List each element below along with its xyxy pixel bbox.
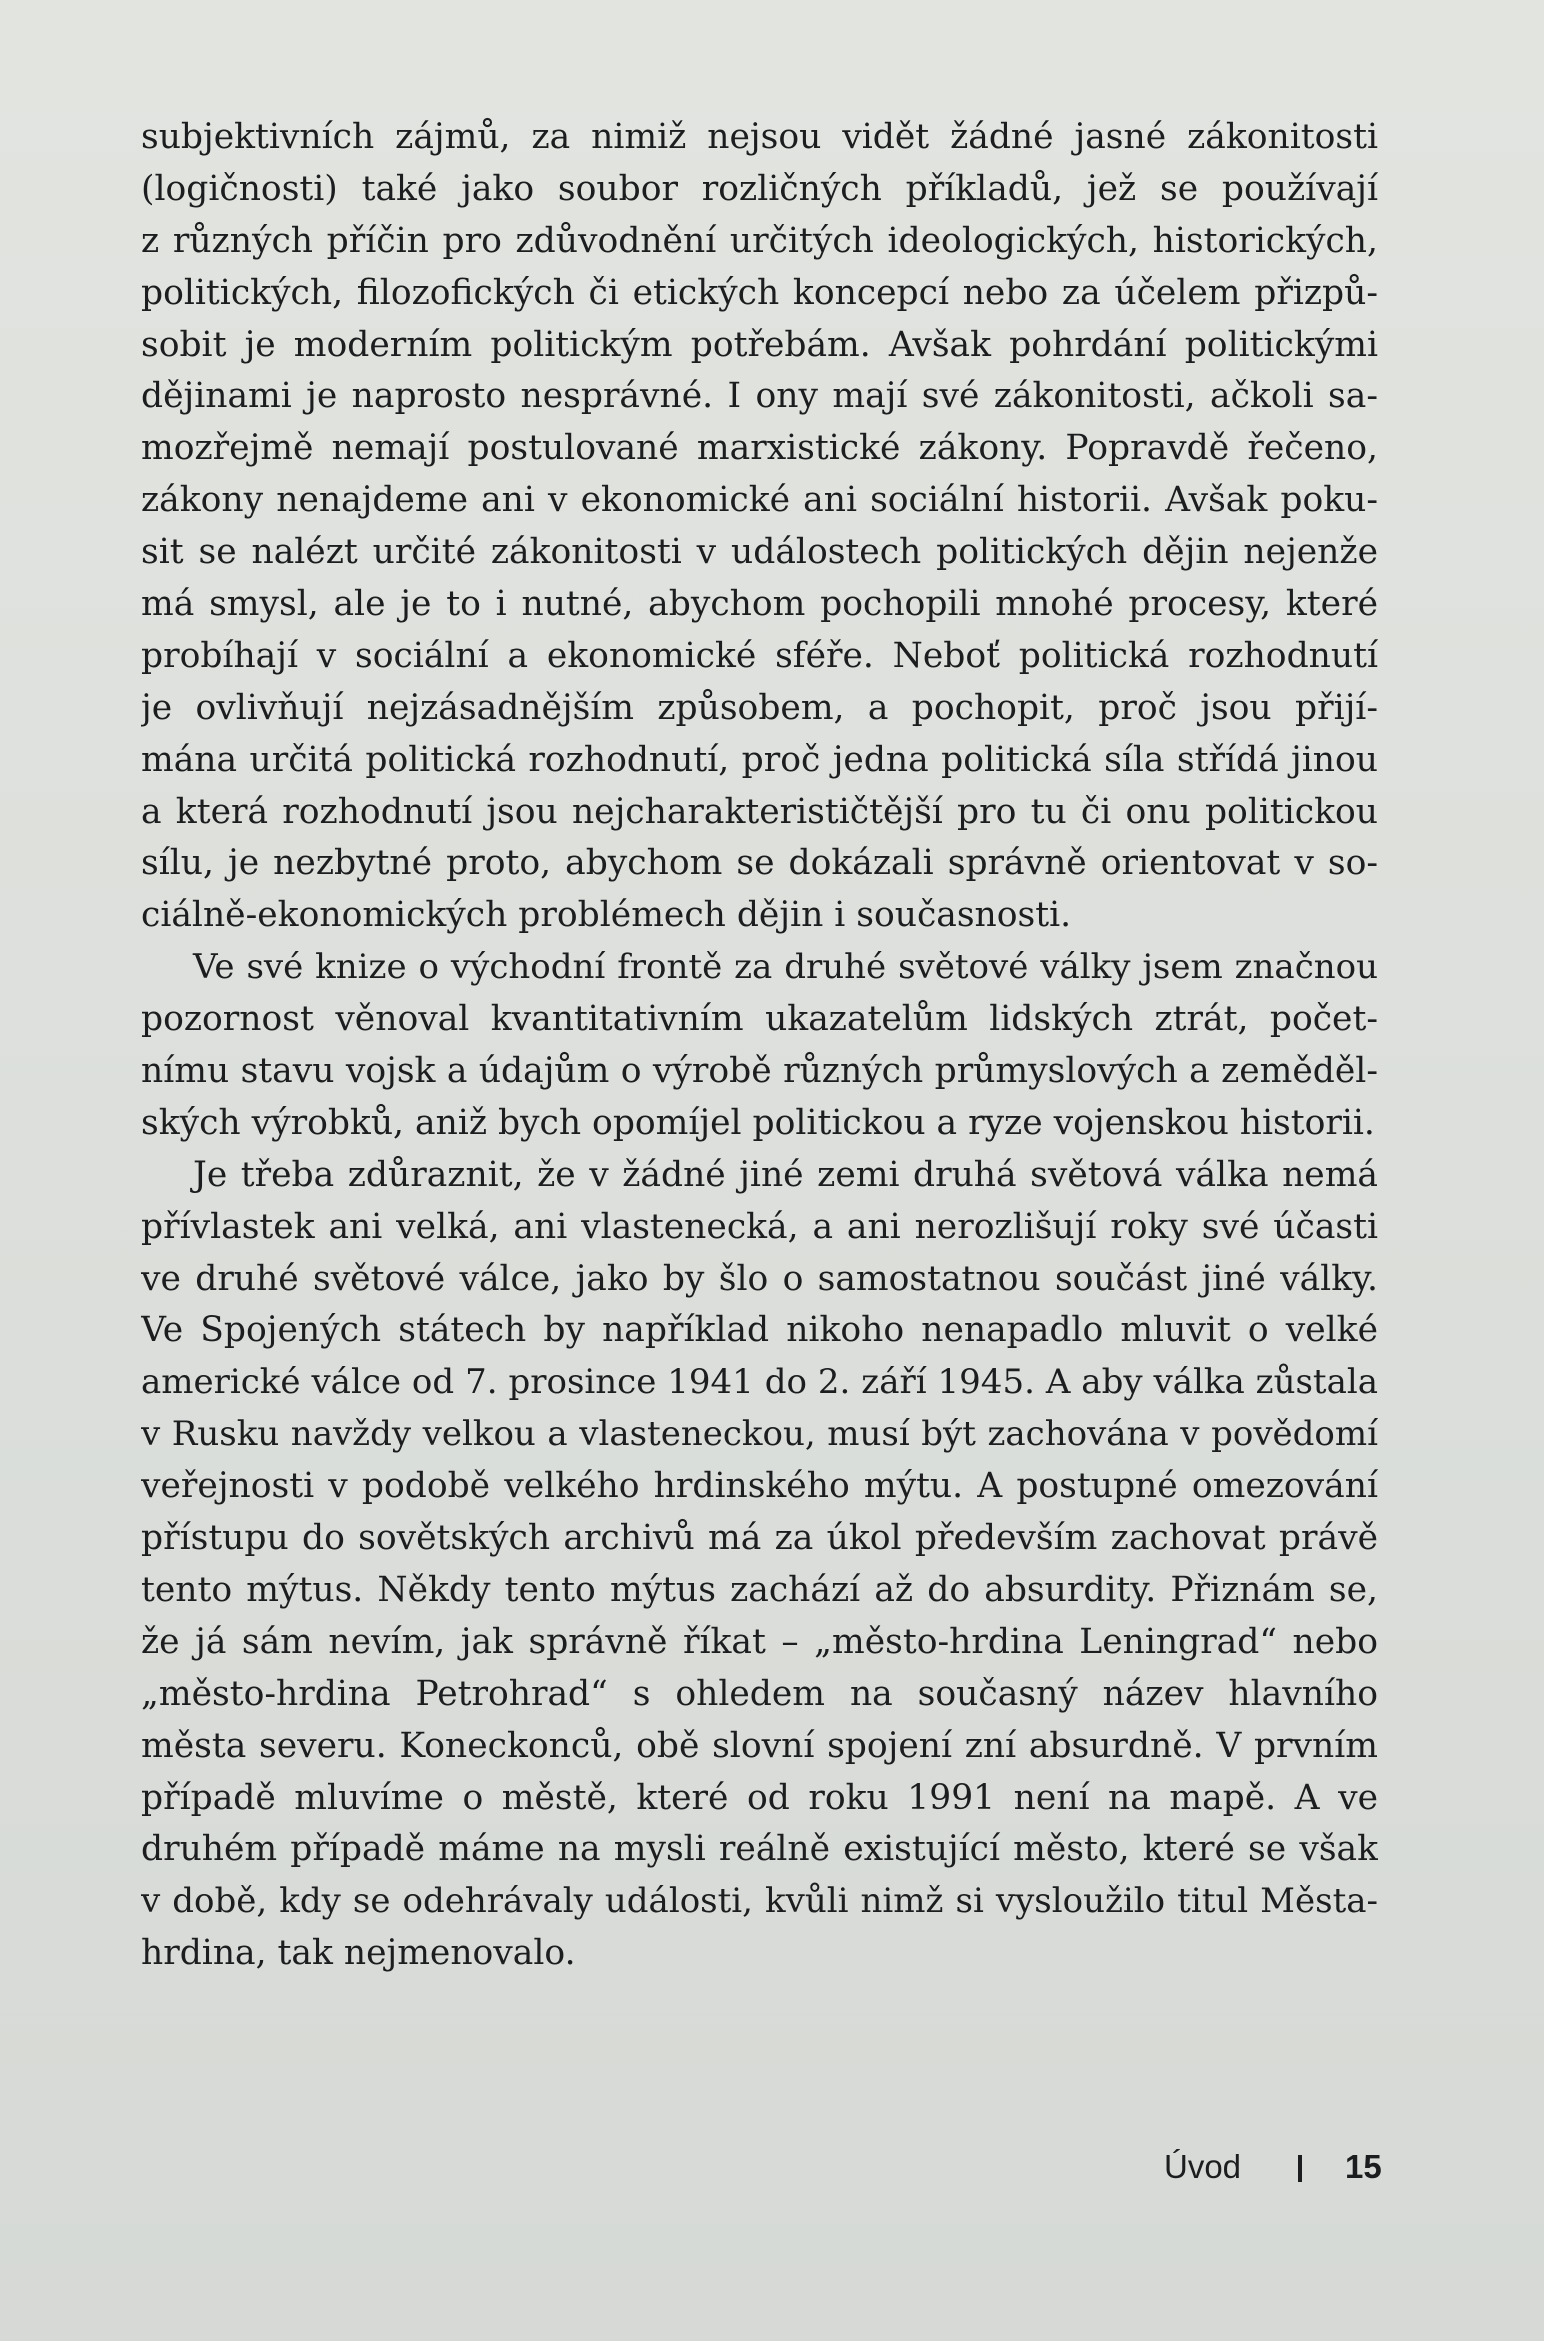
text-line: nímu stavu vojsk a údajům o výrobě různých průmyslových a zeměděl- bbox=[141, 1051, 1378, 1092]
text-line: že já sám nevím, jak správně říkat – „město-hrdina Leningrad“ nebo bbox=[141, 1621, 1378, 1662]
body-text bbox=[141, 112, 1378, 1980]
text-line: Je třeba zdůraznit, že v žádné jiné zemi druhá světová válka nemá bbox=[193, 1154, 1378, 1195]
text-line: v Rusku navždy velkou a vlasteneckou, musí být zachována v povědomí bbox=[141, 1414, 1378, 1455]
text-line: ve druhé světové válce, jako by šlo o samostatnou součást jiné války. bbox=[141, 1258, 1378, 1299]
text-line: sobit je moderním politickým potřebám. Avšak pohrdání politickými bbox=[141, 324, 1378, 365]
paragraph bbox=[141, 112, 1378, 942]
text-line: a která rozhodnutí jsou nejcharakterističtější pro tu či onu politickou bbox=[141, 791, 1378, 832]
footer-divider bbox=[1298, 2155, 1302, 2182]
text-line: „město-hrdina Petrohrad“ s ohledem na současný název hlavního bbox=[141, 1673, 1378, 1714]
text-line: tento mýtus. Někdy tento mýtus zachází až do absurdity. Přiznám se, bbox=[141, 1569, 1378, 1610]
section-title: Úvod bbox=[1164, 2148, 1242, 2185]
text-line: pozornost věnoval kvantitativním ukazatelům lidských ztrát, počet- bbox=[141, 999, 1378, 1040]
text-line: z různých příčin pro zdůvodnění určitých ideologických, historických, bbox=[141, 220, 1378, 261]
text-line: mána určitá politická rozhodnutí, proč jedna politická síla střídá jinou bbox=[141, 739, 1378, 780]
text-line: americké válce od 7. prosince 1941 do 2. září 1945. A aby válka zůstala bbox=[141, 1362, 1378, 1403]
text-line: dějinami je naprosto nesprávné. I ony mají své zákonitosti, ačkoli sa- bbox=[141, 376, 1378, 417]
text-line: případě mluvíme o městě, které od roku 1991 není na mapě. A ve bbox=[141, 1777, 1378, 1818]
text-line: subjektivních zájmů, za nimiž nejsou vidět žádné jasné zákonitosti bbox=[141, 117, 1378, 157]
text-line: (logičnosti) také jako soubor rozličných příkladů, jež se používají bbox=[141, 168, 1378, 209]
text-line: sílu, je nezbytné proto, abychom se dokázali správně orientovat v so- bbox=[141, 843, 1378, 884]
text-line: přístupu do sovětských archivů má za úkol především zachovat právě bbox=[141, 1518, 1378, 1559]
text-line: hrdina, tak nejmenovalo. bbox=[141, 1933, 576, 1974]
text-line: druhém případě máme na mysli reálně existující město, které se však bbox=[141, 1829, 1378, 1870]
paragraph bbox=[141, 942, 1378, 1150]
text-line: města severu. Koneckonců, obě slovní spojení zní absurdně. V prvním bbox=[141, 1725, 1378, 1766]
page-number: 15 bbox=[1345, 2148, 1382, 2185]
text-line: politických, filozofických či etických koncepcí nebo za účelem přizpů- bbox=[141, 272, 1378, 313]
text-line: ských výrobků, aniž bych opomíjel politickou a ryze vojenskou historii. bbox=[141, 1102, 1375, 1143]
text-line: přívlastek ani velká, ani vlastenecká, a ani nerozlišují roky své účasti bbox=[141, 1206, 1378, 1247]
page-footer bbox=[1150, 2143, 1390, 2191]
text-line: Ve Spojených státech by například nikoho nenapadlo mluvit o velké bbox=[141, 1310, 1378, 1351]
text-line: veřejnosti v podobě velkého hrdinského mýtu. A postupné omezování bbox=[141, 1466, 1378, 1507]
text-line: zákony nenajdeme ani v ekonomické ani sociální historii. Avšak poku- bbox=[141, 480, 1378, 521]
paragraph bbox=[141, 1150, 1378, 1980]
text-line: má smysl, ale je to i nutné, abychom pochopili mnohé procesy, které bbox=[141, 584, 1378, 625]
text-line: je ovlivňují nejzásadnějším způsobem, a pochopit, proč jsou přijí- bbox=[141, 687, 1378, 728]
text-line: Ve své knize o východní frontě za druhé světové války jsem značnou bbox=[193, 947, 1378, 988]
text-line: probíhají v sociální a ekonomické sféře. Neboť politická rozhodnutí bbox=[141, 635, 1378, 676]
text-line: sit se nalézt určité zákonitosti v událostech politických dějin nejenže bbox=[141, 532, 1378, 573]
text-line: ciálně-ekonomických problémech dějin i současnosti. bbox=[141, 895, 1072, 936]
text-line: v době, kdy se odehrávaly události, kvůli nimž si vysloužilo titul Města- bbox=[141, 1881, 1378, 1922]
text-line: mozřejmě nemají postulované marxistické zákony. Popravdě řečeno, bbox=[141, 428, 1378, 469]
